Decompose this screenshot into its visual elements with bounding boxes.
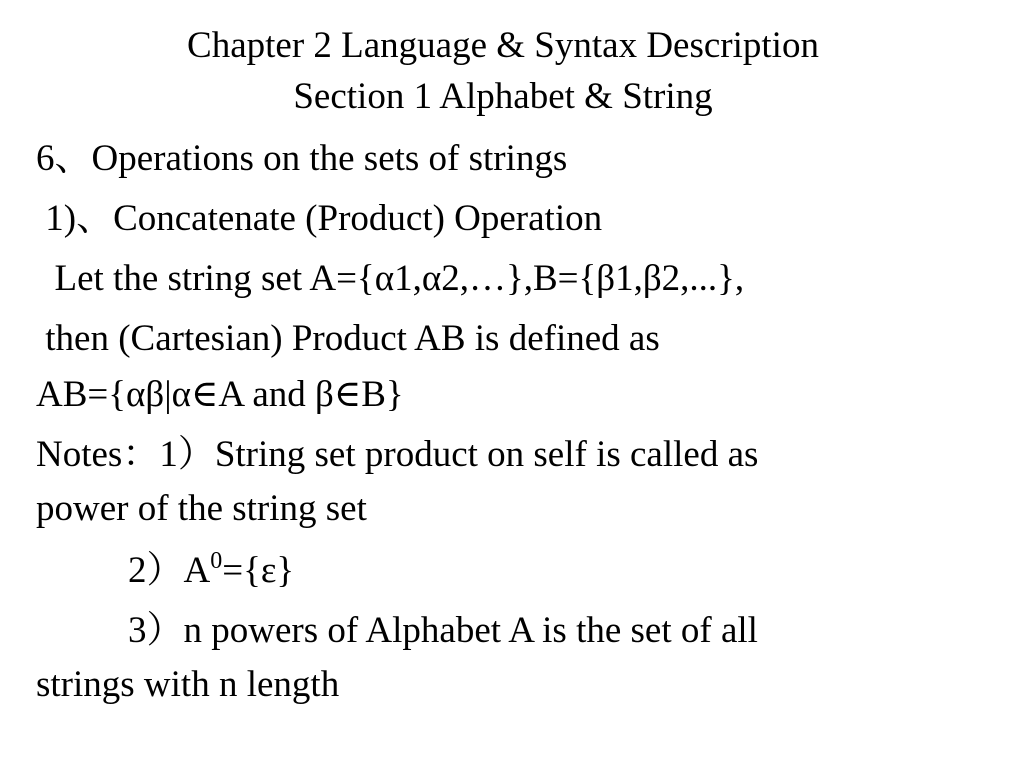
- definition-line-1: Let the string set A={α1,α2,…},B={β1,β2,...},: [36, 258, 745, 299]
- note-1-line-1: Notes：1）String set product on self is called as: [36, 434, 759, 475]
- note-2-suffix: ={ε}: [222, 550, 295, 591]
- note-2-superscript: 0: [210, 548, 223, 574]
- note-3-line-1: 3）n powers of Alphabet A is the set of all: [128, 610, 758, 651]
- product-definition-formula: AB={αβ|α∈A and β∈B}: [36, 374, 404, 415]
- section-title: Section 1 Alphabet & String: [293, 76, 713, 117]
- note-2-prefix: 2）A: [128, 550, 211, 591]
- chapter-title: Chapter 2 Language & Syntax Description: [187, 25, 819, 66]
- slide-title: [0, 20, 1006, 122]
- note-1-line-2: power of the string set: [36, 488, 367, 529]
- concatenate-subheading: 1)、Concatenate (Product) Operation: [36, 198, 603, 239]
- definition-line-2: then (Cartesian) Product AB is defined as: [36, 318, 660, 359]
- note-2: [128, 549, 294, 593]
- operations-heading: 6、Operations on the sets of strings: [36, 138, 568, 179]
- note-3-line-2: strings with n length: [36, 664, 340, 705]
